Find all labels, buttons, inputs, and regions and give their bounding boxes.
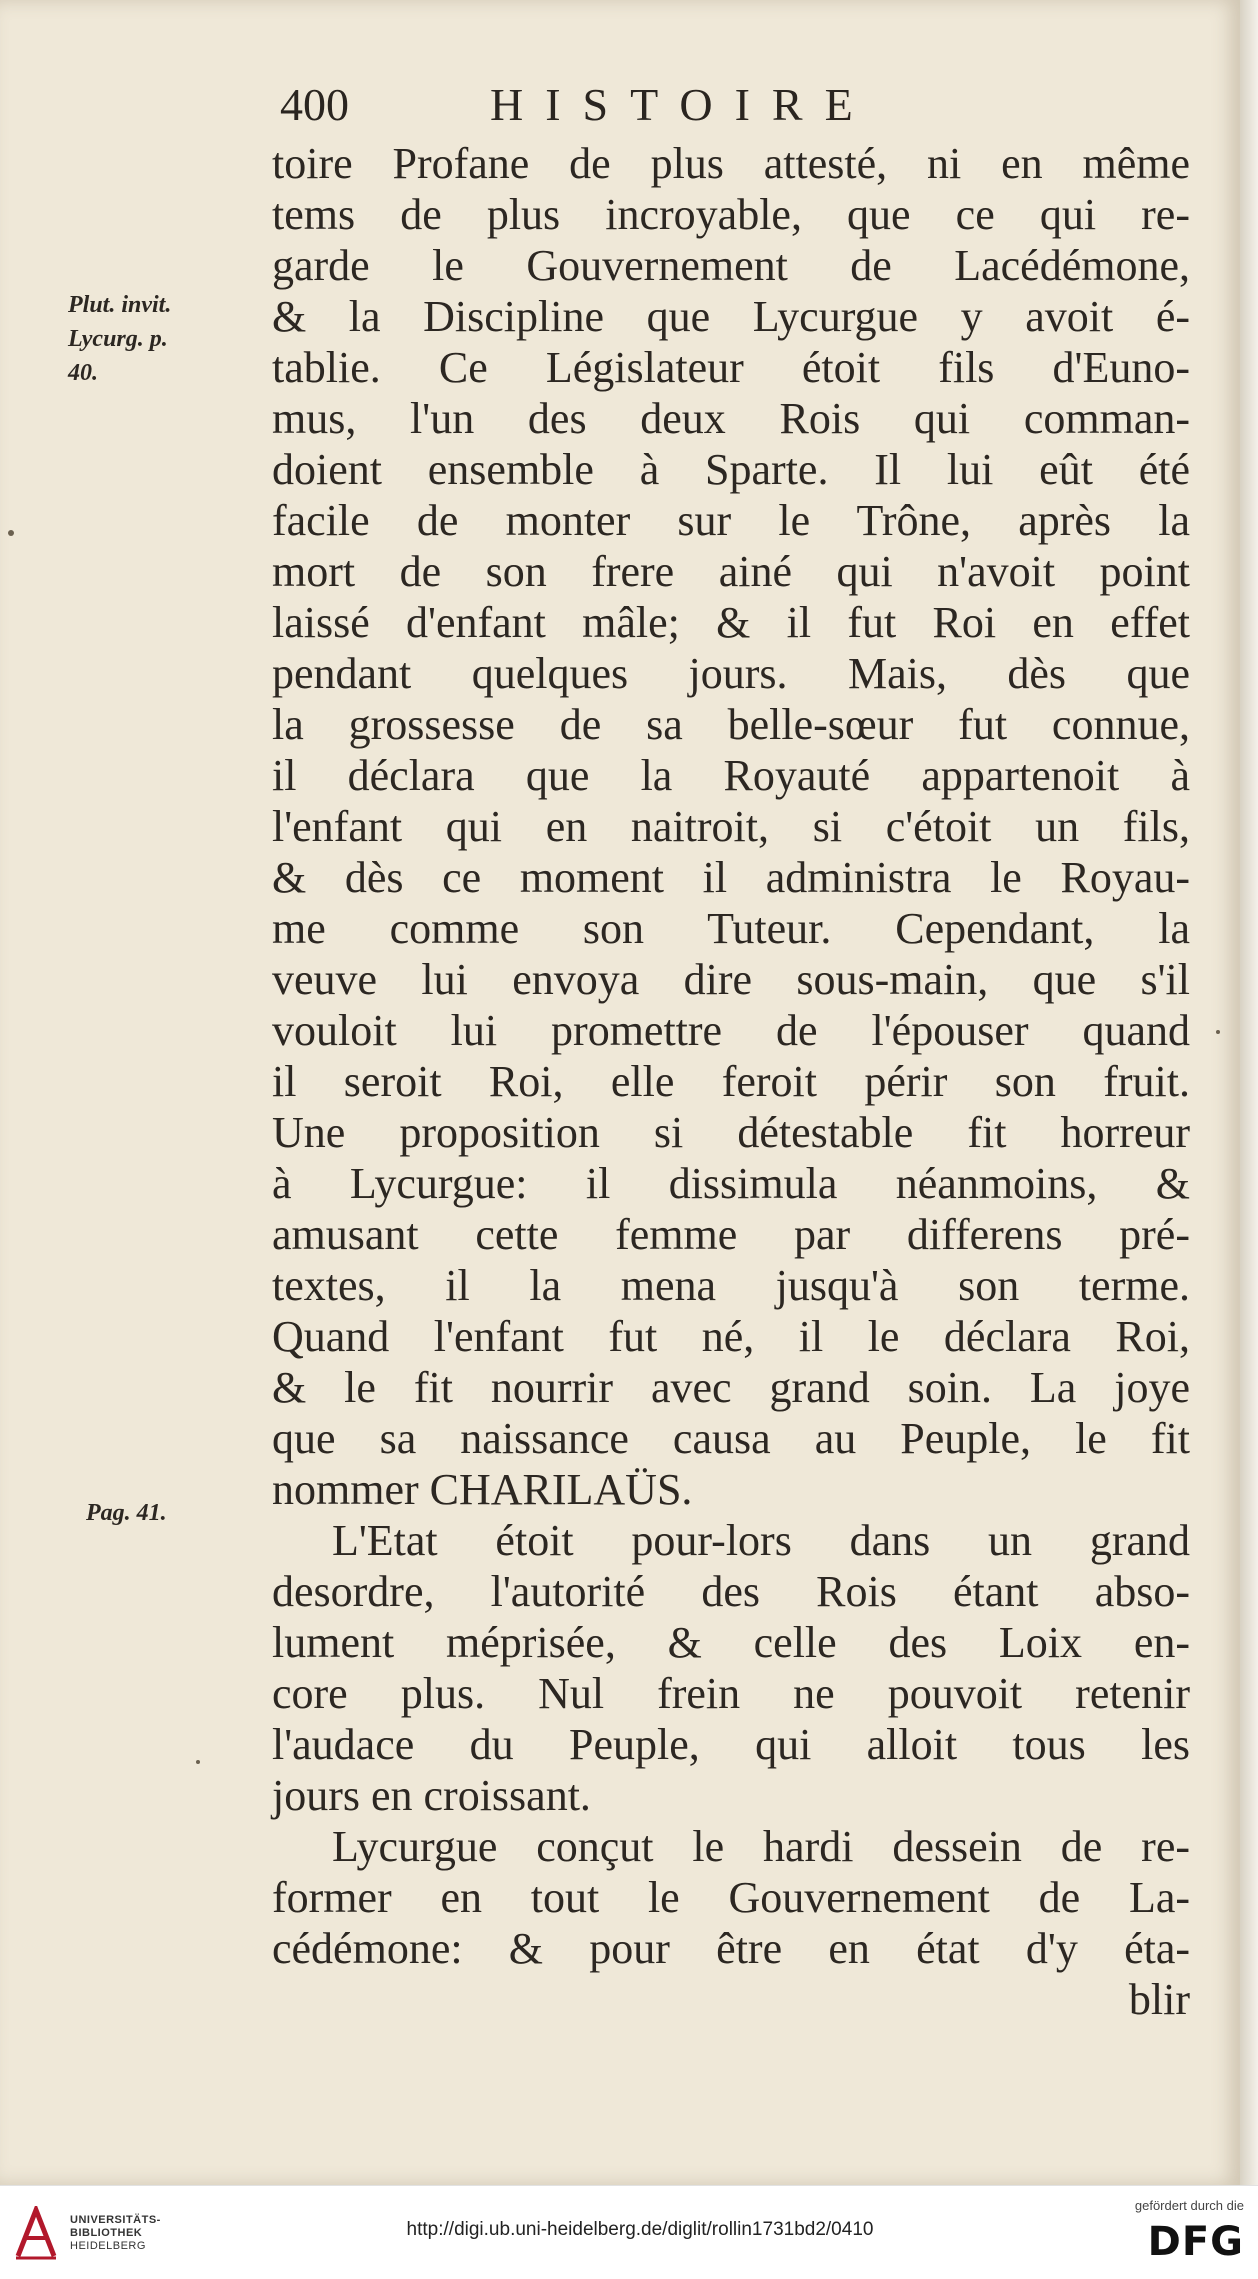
text-line: lument méprisée, & celle des Loix en-: [272, 1618, 1190, 1667]
text-line: l'enfant qui en naitroit, si c'étoit un fils,: [272, 802, 1190, 851]
text-line: toire Profane de plus attesté, ni en même: [272, 139, 1190, 188]
paper-speck: [196, 1760, 200, 1764]
library-name-line: HEIDELBERG: [70, 2240, 146, 2252]
text-line: vouloit lui promettre de l'épouser quand: [272, 1006, 1190, 1055]
page-number: 400: [280, 79, 349, 130]
text-line: Quand l'enfant fut né, il le déclara Roi,: [272, 1312, 1190, 1361]
library-name-line: BIBLIOTHEK: [70, 2227, 143, 2239]
viewer-footer: [0, 2185, 1258, 2279]
paper-speck: [1216, 1030, 1220, 1034]
running-title: HISTOIRE: [490, 79, 875, 130]
catchword: blir: [1128, 1975, 1190, 2024]
text-line: à Lycurgue: il dissimula néanmoins, &: [272, 1159, 1190, 1208]
text-line: tems de plus incroyable, que ce qui re-: [272, 190, 1190, 239]
running-head: [280, 78, 1180, 138]
library-name: [70, 2214, 161, 2253]
text-line: doient ensemble à Sparte. Il lui eût été: [272, 445, 1190, 494]
text-line: l'audace du Peuple, qui alloit tous les: [272, 1720, 1190, 1769]
margin-note-page-ref: [86, 1496, 167, 1530]
text-line: la grossesse de sa belle-sœur fut connue,: [272, 700, 1190, 749]
text-line: tablie. Ce Législateur étoit fils d'Euno-: [272, 343, 1190, 392]
text-line: Lycurgue conçut le hardi dessein de re-: [332, 1822, 1190, 1871]
text-line: Une proposition si détestable fit horreur: [272, 1108, 1190, 1157]
text-line: mort de son frere ainé qui n'avoit point: [272, 547, 1190, 596]
text-line: cédémone: & pour être en état d'y éta-: [272, 1924, 1190, 1973]
text-line-charilaus: nommer CHARILAÜS.: [272, 1465, 693, 1514]
funded-by-label: gefördert durch die: [1134, 2198, 1244, 2213]
text-line: veuve lui envoya dire sous-main, que s'il: [272, 955, 1190, 1004]
text-line: pendant quelques jours. Mais, dès que: [272, 649, 1190, 698]
funder-logo: DFG: [1147, 2219, 1244, 2265]
text-line: me comme son Tuteur. Cependant, la: [272, 904, 1190, 953]
text-line: & la Discipline que Lycurgue y avoit é-: [272, 292, 1190, 341]
margin-note-line: Plut. invit.: [68, 292, 172, 318]
library-logo-icon: [14, 2206, 58, 2260]
text-line: que sa naissance causa au Peuple, le fit: [272, 1414, 1190, 1463]
margin-note-line: Lycurg. p.: [68, 326, 168, 352]
text-line: il déclara que la Royauté appartenoit à: [272, 751, 1190, 800]
body-text: [272, 138, 1190, 2025]
text-line: jours en croissant.: [272, 1771, 591, 1820]
permalink-url[interactable]: http://digi.ub.uni-heidelberg.de/diglit/rollin1731bd2/0410: [406, 2219, 874, 2240]
text-line: amusant cette femme par differens pré-: [272, 1210, 1190, 1259]
margin-note-line: Pag. 41.: [86, 1500, 167, 1526]
text-line: L'Etat étoit pour-lors dans un grand: [332, 1516, 1190, 1565]
text-line: desordre, l'autorité des Rois étant abso-: [272, 1567, 1190, 1616]
text-line: textes, il la mena jusqu'à son terme.: [272, 1261, 1190, 1310]
paper-speck: [8, 530, 14, 536]
margin-note-line: 40.: [68, 360, 98, 386]
text-line: garde le Gouvernement de Lacédémone,: [272, 241, 1190, 290]
text-line: il seroit Roi, elle feroit périr son fruit.: [272, 1057, 1190, 1106]
text-line: facile de monter sur le Trône, après la: [272, 496, 1190, 545]
page-edge: [1240, 0, 1258, 2185]
margin-note-plutarch: [68, 288, 171, 390]
text-line: mus, l'un des deux Rois qui comman-: [272, 394, 1190, 443]
text-line: laissé d'enfant mâle; & il fut Roi en effet: [272, 598, 1190, 647]
text-line: & le fit nourrir avec grand soin. La joye: [272, 1363, 1190, 1412]
text-line: & dès ce moment il administra le Royau-: [272, 853, 1190, 902]
library-name-line: UNIVERSITÄTS-: [70, 2214, 161, 2226]
text-line: core plus. Nul frein ne pouvoit retenir: [272, 1669, 1190, 1718]
text-line: former en tout le Gouvernement de La-: [272, 1873, 1190, 1922]
